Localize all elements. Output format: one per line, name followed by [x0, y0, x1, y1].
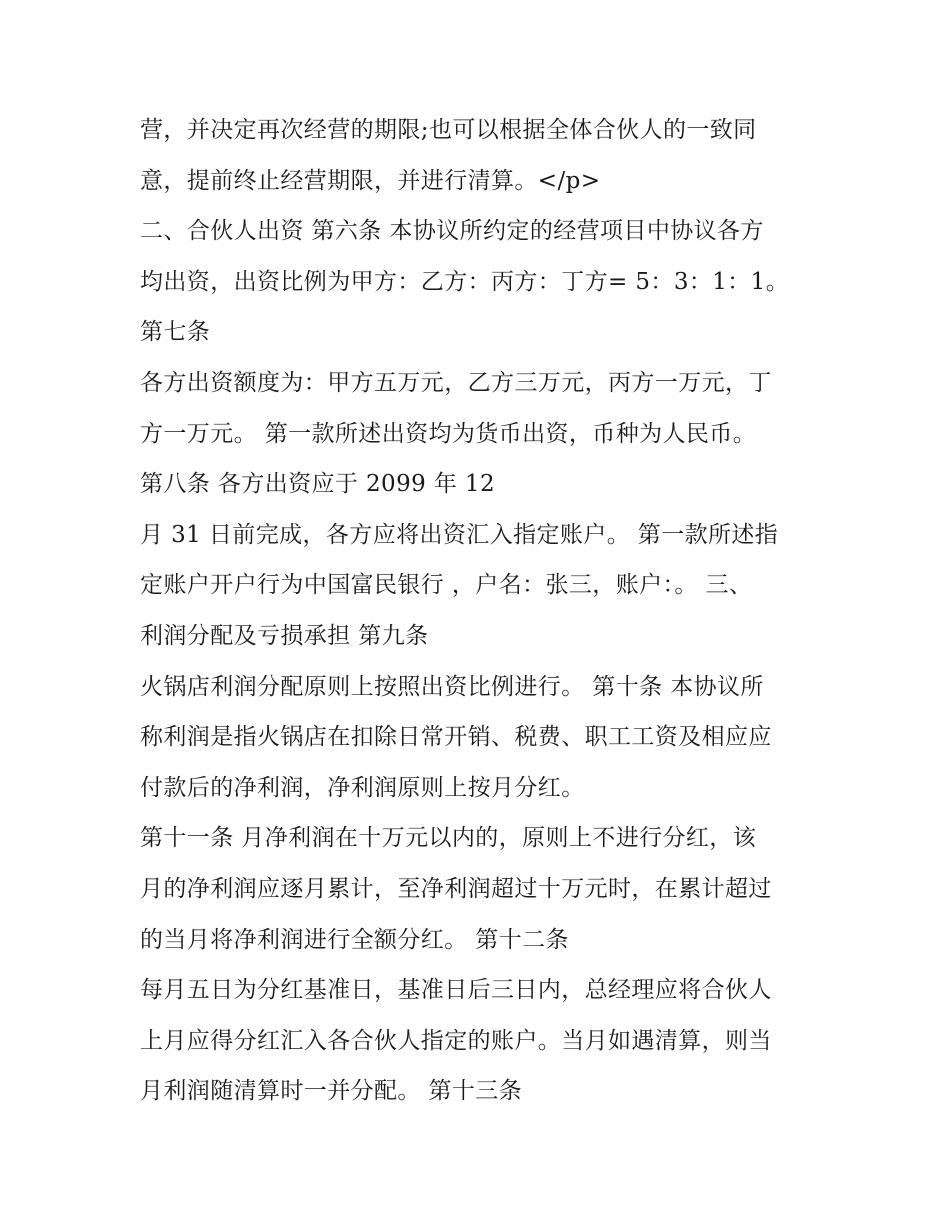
text-line: 营，并决定再次经营的期限;也可以根据全体合伙人的一致同 — [140, 117, 757, 143]
text-line: 意，提前终止经营期限，并进行清算。</p> — [140, 167, 601, 194]
text-line: 称利润是指火锅店在扣除日常开销、税费、职工工资及相应应 — [140, 724, 772, 751]
text-line: 第七条 — [140, 319, 211, 346]
text-line: 上月应得分红汇入各合伙人指定的账户。当月如遇清算，则当 — [140, 1027, 772, 1054]
text-line: 定账户开户行为中国富民银行 ，户名：张三，账户：。 三、 — [140, 572, 753, 599]
text-line: 火锅店利润分配原则上按照出资比例进行。 第十条 本协议所 — [140, 673, 764, 700]
text-line: 利润分配及亏损承担 第九条 — [140, 622, 429, 649]
text-line: 月利润随清算时一并分配。 第十三条 — [140, 1078, 523, 1105]
text-line: 第十一条 月净利润在十万元以内的，原则上不进行分红，该 — [140, 825, 757, 852]
text-line: 二、合伙人出资 第六条 本协议所约定的经营项目中协议各方 — [140, 218, 764, 245]
text-line: 各方出资额度为：甲方五万元，乙方三万元，丙方一万元，丁 — [140, 369, 772, 396]
text-line: 均出资，出资比例为甲方：乙方：丙方：丁方= 5：3：1：1。 — [140, 268, 790, 295]
text-line: 月 31 日前完成，各方应将出资汇入指定账户。 第一款所述指 — [140, 521, 779, 548]
text-line: 的当月将净利润进行全额分红。 第十二条 — [140, 926, 569, 953]
text-line: 付款后的净利润，净利润原则上按月分红。 — [140, 774, 585, 801]
text-line: 每月五日为分红基准日，基准日后三日内，总经理应将合伙人 — [140, 977, 772, 1004]
text-line: 第八条 各方出资应于 2099 年 12 — [140, 471, 496, 498]
text-line: 月的净利润应逐月累计，至净利润超过十万元时，在累计超过 — [140, 875, 772, 902]
document-body — [140, 105, 820, 1117]
text-line: 方一万元。 第一款所述出资均为货币出资，币种为人民币。 — [140, 420, 757, 447]
